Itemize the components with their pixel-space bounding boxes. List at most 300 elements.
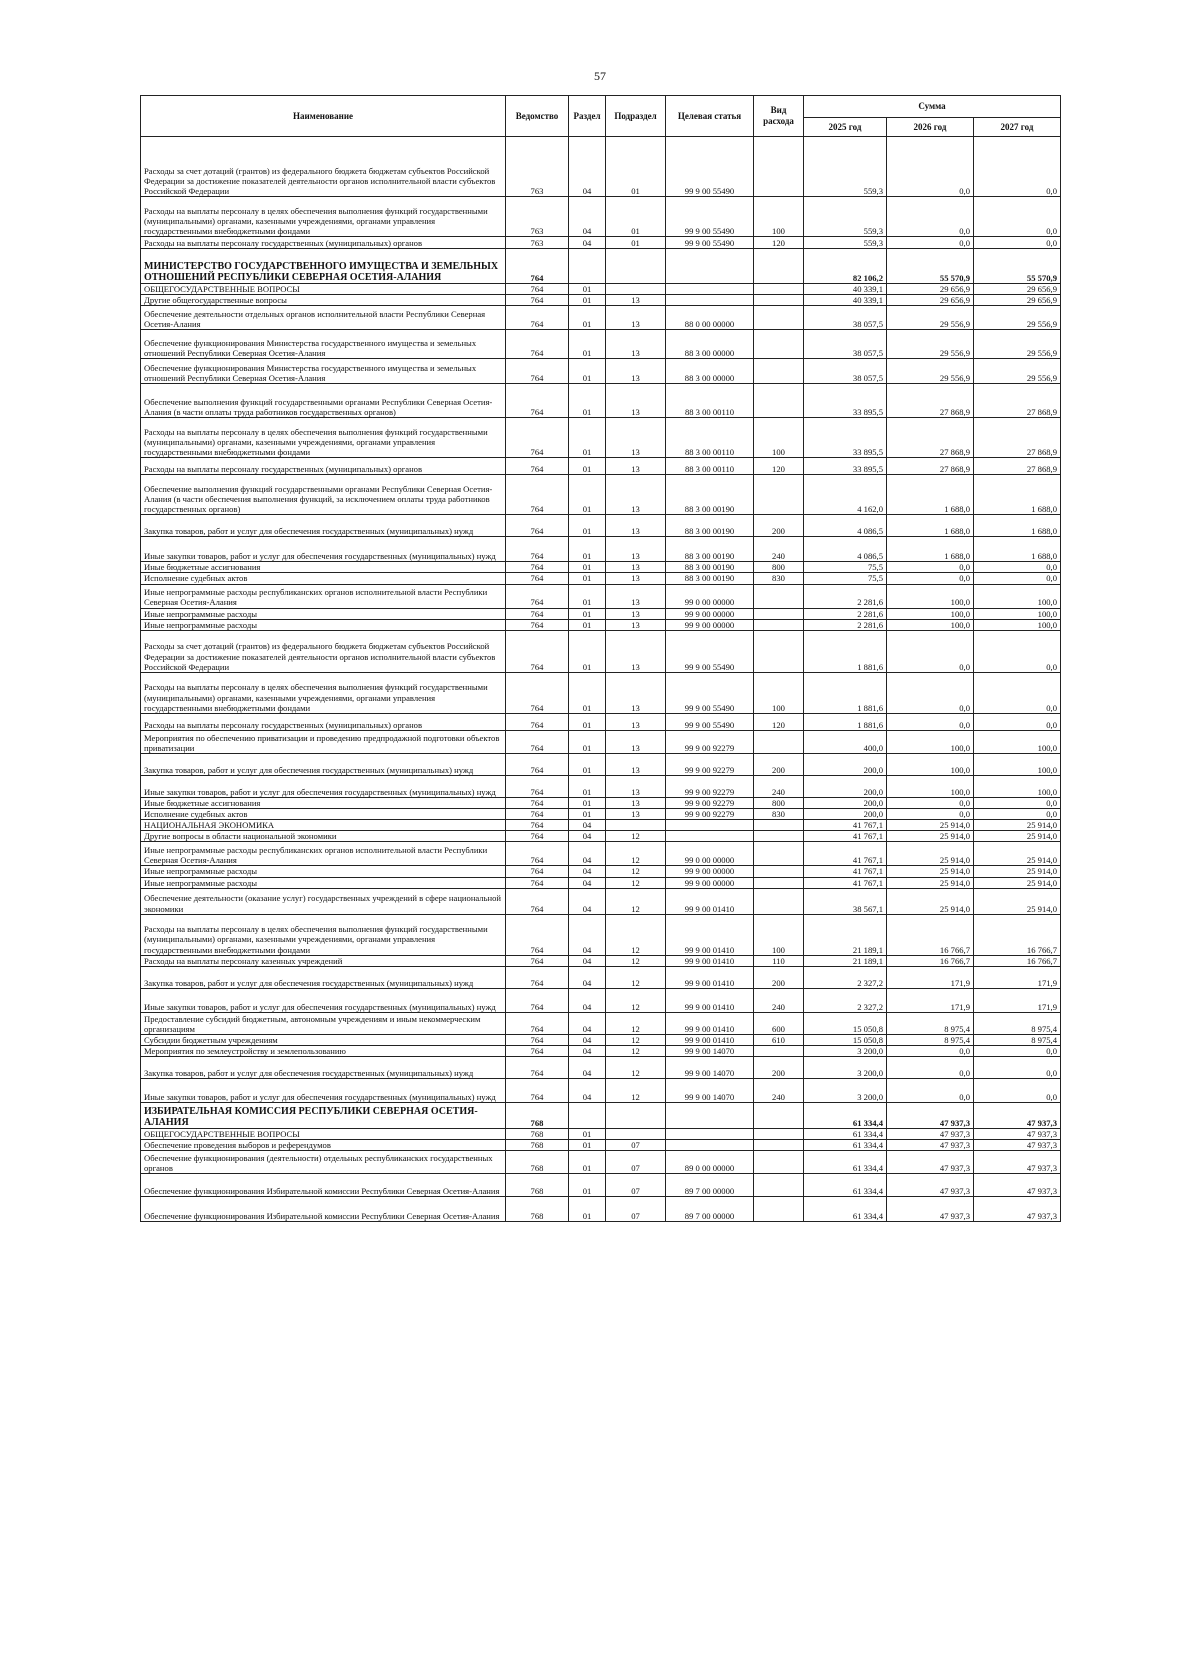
cell-name: Расходы на выплаты персоналу в целях обеспечения выполнения функций государственными (муниципальными) органами, казенными учреждениями, органами управления государственными внебюджетными фондами — [141, 197, 506, 237]
cell-dept: 764 — [506, 1079, 569, 1103]
cell-vid: 800 — [754, 797, 804, 808]
table-row — [141, 1034, 1061, 1045]
cell-dept: 764 — [506, 831, 569, 842]
cell-dept: 764 — [506, 955, 569, 966]
cell-name: Расходы на выплаты персоналу в целях обеспечения выполнения функций государственными (муниципальными) органами, казенными учреждениями, органами управления государственными внебюджетными фондами — [141, 914, 506, 955]
cell-y2: 0,0 — [887, 197, 974, 237]
cell-y3: 0,0 — [974, 672, 1061, 713]
cell-sec — [569, 1103, 606, 1129]
cell-y1: 40 339,1 — [804, 284, 887, 295]
cell-name: Закупка товаров, работ и услуг для обеспечения государственных (муниципальных) нужд — [141, 515, 506, 537]
cell-dept: 764 — [506, 866, 569, 877]
cell-y1: 41 767,1 — [804, 842, 887, 866]
cell-y2: 8 975,4 — [887, 1012, 974, 1034]
cell-vid: 240 — [754, 537, 804, 562]
table-row — [141, 475, 1061, 515]
cell-y1: 3 200,0 — [804, 1079, 887, 1103]
cell-sub: 13 — [606, 775, 666, 797]
cell-vid: 240 — [754, 1079, 804, 1103]
cell-vid — [754, 877, 804, 888]
table-row — [141, 775, 1061, 797]
cell-name: Мероприятия по обеспечению приватизации и проведению предпродажной подготовки объектов приватизации — [141, 730, 506, 753]
cell-y1: 1 881,6 — [804, 630, 887, 672]
cell-target — [666, 295, 754, 306]
cell-target: 99 9 00 55490 — [666, 237, 754, 249]
cell-vid — [754, 1174, 804, 1197]
cell-sec: 04 — [569, 1057, 606, 1079]
table-row — [141, 797, 1061, 808]
header-dept: Ведомство — [506, 96, 569, 137]
cell-target: 88 3 00 00190 — [666, 515, 754, 537]
cell-dept: 764 — [506, 730, 569, 753]
cell-dept: 768 — [506, 1103, 569, 1129]
cell-name: Обеспечение выполнения функций государственными органами Республики Северная Осетия-Алания (в части обеспечения выполнения функций, за исключением оплаты труда работников государственных органов) — [141, 475, 506, 515]
cell-sec: 01 — [569, 515, 606, 537]
cell-dept: 763 — [506, 137, 569, 197]
table-row — [141, 808, 1061, 819]
cell-dept: 768 — [506, 1197, 569, 1222]
cell-name: Предоставление субсидий бюджетным, автономным учреждениям и иным некоммерческим организациям — [141, 1012, 506, 1034]
cell-y1: 38 057,5 — [804, 306, 887, 330]
cell-sec: 01 — [569, 730, 606, 753]
cell-y1: 21 189,1 — [804, 955, 887, 966]
cell-dept: 764 — [506, 295, 569, 306]
cell-name: Обеспечение деятельности отдельных органов исполнительной власти Республики Северная Осетия-Алания — [141, 306, 506, 330]
cell-sub: 12 — [606, 1045, 666, 1056]
cell-sub: 01 — [606, 137, 666, 197]
cell-y1: 41 767,1 — [804, 820, 887, 831]
cell-sec: 01 — [569, 1140, 606, 1151]
cell-sub: 13 — [606, 458, 666, 475]
cell-sub — [606, 820, 666, 831]
cell-target: 99 9 00 55490 — [666, 713, 754, 730]
cell-dept: 764 — [506, 359, 569, 384]
cell-name: МИНИСТЕРСТВО ГОСУДАРСТВЕННОГО ИМУЩЕСТВА И ЗЕМЕЛЬНЫХ ОТНОШЕНИЙ РЕСПУБЛИКИ СЕВЕРНАЯ ОСЕТИЯ-АЛАНИЯ — [141, 249, 506, 284]
cell-dept: 764 — [506, 1045, 569, 1056]
cell-sec: 04 — [569, 877, 606, 888]
cell-vid: 200 — [754, 966, 804, 988]
cell-name: Расходы за счет дотаций (грантов) из федерального бюджета бюджетам субъектов Российской Федерации за достижение показателей деятельности органов исполнительной власти субъектов Российской Федерации — [141, 630, 506, 672]
cell-y3: 29 556,9 — [974, 330, 1061, 359]
cell-sec: 01 — [569, 775, 606, 797]
cell-dept: 764 — [506, 808, 569, 819]
cell-y2: 171,9 — [887, 966, 974, 988]
cell-name: Иные закупки товаров, работ и услуг для обеспечения государственных (муниципальных) нужд — [141, 988, 506, 1012]
header-name: Наименование — [141, 96, 506, 137]
cell-sub: 13 — [606, 295, 666, 306]
cell-target: 99 9 00 00000 — [666, 619, 754, 630]
table-row — [141, 914, 1061, 955]
cell-y1: 2 281,6 — [804, 584, 887, 608]
table-row — [141, 753, 1061, 775]
cell-name: ИЗБИРАТЕЛЬНАЯ КОМИССИЯ РЕСПУБЛИКИ СЕВЕРНАЯ ОСЕТИЯ-АЛАНИЯ — [141, 1103, 506, 1129]
cell-sub: 13 — [606, 515, 666, 537]
cell-sec: 01 — [569, 630, 606, 672]
cell-y3: 8 975,4 — [974, 1034, 1061, 1045]
cell-y3: 8 975,4 — [974, 1012, 1061, 1034]
cell-y1: 82 106,2 — [804, 249, 887, 284]
cell-target: 99 0 00 00000 — [666, 842, 754, 866]
cell-y3: 0,0 — [974, 808, 1061, 819]
cell-y3: 29 556,9 — [974, 359, 1061, 384]
cell-target: 88 0 00 00000 — [666, 306, 754, 330]
cell-target: 99 9 00 14070 — [666, 1045, 754, 1056]
cell-vid — [754, 330, 804, 359]
cell-vid: 240 — [754, 988, 804, 1012]
cell-y2: 100,0 — [887, 608, 974, 619]
cell-vid — [754, 1103, 804, 1129]
cell-y3: 47 937,3 — [974, 1140, 1061, 1151]
cell-target: 99 9 00 00000 — [666, 866, 754, 877]
cell-y3: 1 688,0 — [974, 515, 1061, 537]
cell-sub: 13 — [606, 630, 666, 672]
cell-y3: 0,0 — [974, 1045, 1061, 1056]
cell-dept: 764 — [506, 753, 569, 775]
cell-vid — [754, 608, 804, 619]
cell-dept: 764 — [506, 608, 569, 619]
table-row — [141, 672, 1061, 713]
cell-name: Иные закупки товаров, работ и услуг для обеспечения государственных (муниципальных) нужд — [141, 775, 506, 797]
table-row — [141, 1151, 1061, 1174]
cell-dept: 768 — [506, 1129, 569, 1140]
cell-y3: 100,0 — [974, 608, 1061, 619]
cell-y1: 1 881,6 — [804, 713, 887, 730]
table-row — [141, 831, 1061, 842]
cell-y3: 100,0 — [974, 753, 1061, 775]
cell-vid — [754, 384, 804, 418]
table-row — [141, 608, 1061, 619]
cell-y1: 559,3 — [804, 237, 887, 249]
cell-y1: 559,3 — [804, 137, 887, 197]
cell-dept: 764 — [506, 914, 569, 955]
table-body — [141, 137, 1061, 1222]
cell-dept: 763 — [506, 197, 569, 237]
cell-y2: 25 914,0 — [887, 842, 974, 866]
cell-y3: 100,0 — [974, 730, 1061, 753]
cell-y3: 171,9 — [974, 988, 1061, 1012]
cell-y3: 0,0 — [974, 137, 1061, 197]
cell-y2: 0,0 — [887, 1057, 974, 1079]
header-y2027: 2027 год — [974, 118, 1061, 137]
cell-y2: 0,0 — [887, 797, 974, 808]
cell-vid: 830 — [754, 573, 804, 584]
cell-vid — [754, 584, 804, 608]
table-row — [141, 249, 1061, 284]
cell-sub: 12 — [606, 888, 666, 914]
cell-sec: 01 — [569, 753, 606, 775]
cell-target: 99 9 00 01410 — [666, 1012, 754, 1034]
cell-y2: 0,0 — [887, 1079, 974, 1103]
cell-vid: 800 — [754, 562, 804, 573]
cell-sec: 01 — [569, 584, 606, 608]
cell-y3: 25 914,0 — [974, 820, 1061, 831]
cell-dept: 768 — [506, 1174, 569, 1197]
cell-y2: 0,0 — [887, 1045, 974, 1056]
cell-sec: 01 — [569, 713, 606, 730]
cell-y1: 41 767,1 — [804, 831, 887, 842]
cell-y2: 25 914,0 — [887, 820, 974, 831]
cell-name: ОБЩЕГОСУДАРСТВЕННЫЕ ВОПРОСЫ — [141, 284, 506, 295]
table-row — [141, 562, 1061, 573]
cell-name: НАЦИОНАЛЬНАЯ ЭКОНОМИКА — [141, 820, 506, 831]
cell-sub: 13 — [606, 797, 666, 808]
cell-name: Закупка товаров, работ и услуг для обеспечения государственных (муниципальных) нужд — [141, 1057, 506, 1079]
cell-vid — [754, 1151, 804, 1174]
cell-vid: 120 — [754, 458, 804, 475]
cell-y1: 33 895,5 — [804, 418, 887, 458]
cell-sec: 01 — [569, 1174, 606, 1197]
cell-y2: 100,0 — [887, 730, 974, 753]
cell-y1: 15 050,8 — [804, 1012, 887, 1034]
cell-y2: 25 914,0 — [887, 831, 974, 842]
cell-vid — [754, 1140, 804, 1151]
cell-y2: 100,0 — [887, 584, 974, 608]
cell-sub: 12 — [606, 1079, 666, 1103]
cell-dept: 768 — [506, 1151, 569, 1174]
cell-sub: 13 — [606, 713, 666, 730]
cell-sec: 01 — [569, 537, 606, 562]
cell-sub: 13 — [606, 619, 666, 630]
cell-y2: 8 975,4 — [887, 1034, 974, 1045]
cell-y1: 38 057,5 — [804, 359, 887, 384]
cell-dept: 764 — [506, 877, 569, 888]
page-number: 57 — [594, 69, 606, 83]
cell-y1: 75,5 — [804, 573, 887, 584]
cell-sec: 01 — [569, 306, 606, 330]
cell-target: 99 9 00 55490 — [666, 137, 754, 197]
cell-sec: 04 — [569, 966, 606, 988]
cell-sub: 13 — [606, 475, 666, 515]
cell-sub: 12 — [606, 842, 666, 866]
cell-dept: 764 — [506, 249, 569, 284]
cell-name: Иные непрограммные расходы республиканских органов исполнительной власти Республики Северная Осетия-Алания — [141, 584, 506, 608]
header-target: Целевая статья — [666, 96, 754, 137]
cell-target: 89 7 00 00000 — [666, 1174, 754, 1197]
cell-dept: 764 — [506, 418, 569, 458]
cell-y1: 15 050,8 — [804, 1034, 887, 1045]
cell-y3: 0,0 — [974, 630, 1061, 672]
cell-sub: 12 — [606, 966, 666, 988]
cell-vid: 100 — [754, 914, 804, 955]
cell-y2: 0,0 — [887, 808, 974, 819]
cell-name: Расходы на выплаты персоналу государственных (муниципальных) органов — [141, 237, 506, 249]
cell-y1: 2 327,2 — [804, 966, 887, 988]
cell-y2: 1 688,0 — [887, 537, 974, 562]
cell-target: 99 0 00 00000 — [666, 584, 754, 608]
cell-sec: 01 — [569, 359, 606, 384]
cell-y1: 3 200,0 — [804, 1045, 887, 1056]
cell-y3: 100,0 — [974, 775, 1061, 797]
cell-y3: 0,0 — [974, 562, 1061, 573]
cell-target: 89 7 00 00000 — [666, 1197, 754, 1222]
cell-sub: 12 — [606, 831, 666, 842]
cell-dept: 764 — [506, 584, 569, 608]
cell-name: Обеспечение функционирования Избирательной комиссии Республики Северная Осетия-Алания — [141, 1174, 506, 1197]
table-row — [141, 888, 1061, 914]
cell-sub: 13 — [606, 608, 666, 619]
cell-vid — [754, 306, 804, 330]
cell-y2: 0,0 — [887, 573, 974, 584]
cell-y3: 25 914,0 — [974, 831, 1061, 842]
table-row — [141, 1045, 1061, 1056]
cell-name: Иные бюджетные ассигнования — [141, 562, 506, 573]
cell-sec: 04 — [569, 914, 606, 955]
cell-y1: 61 334,4 — [804, 1197, 887, 1222]
cell-sec: 01 — [569, 1129, 606, 1140]
cell-vid — [754, 137, 804, 197]
cell-y1: 4 162,0 — [804, 475, 887, 515]
cell-target: 99 9 00 01410 — [666, 888, 754, 914]
cell-target: 99 9 00 00000 — [666, 608, 754, 619]
cell-sec: 04 — [569, 820, 606, 831]
cell-target: 88 3 00 00190 — [666, 562, 754, 573]
cell-sub: 13 — [606, 330, 666, 359]
cell-y2: 0,0 — [887, 630, 974, 672]
cell-dept: 764 — [506, 619, 569, 630]
cell-y2: 100,0 — [887, 753, 974, 775]
table-row — [141, 573, 1061, 584]
cell-vid: 120 — [754, 237, 804, 249]
cell-y3: 16 766,7 — [974, 955, 1061, 966]
cell-y2: 16 766,7 — [887, 955, 974, 966]
cell-target: 88 3 00 00110 — [666, 418, 754, 458]
cell-name: Иные непрограммные расходы — [141, 608, 506, 619]
cell-dept: 764 — [506, 988, 569, 1012]
cell-vid: 200 — [754, 1057, 804, 1079]
cell-sec: 01 — [569, 797, 606, 808]
cell-y3: 1 688,0 — [974, 475, 1061, 515]
cell-name: Обеспечение функционирования (деятельности) отдельных республиканских государственных органов — [141, 1151, 506, 1174]
cell-vid: 600 — [754, 1012, 804, 1034]
table-row — [141, 1197, 1061, 1222]
cell-sub: 13 — [606, 808, 666, 819]
header-sum: Сумма — [804, 96, 1061, 118]
cell-vid: 100 — [754, 197, 804, 237]
cell-y2: 0,0 — [887, 237, 974, 249]
table-row — [141, 955, 1061, 966]
cell-name: Обеспечение выполнения функций государственными органами Республики Северная Осетия-Алания (в части оплаты труда работников государственных органов) — [141, 384, 506, 418]
cell-y1: 75,5 — [804, 562, 887, 573]
cell-y3: 55 570,9 — [974, 249, 1061, 284]
cell-dept: 764 — [506, 384, 569, 418]
cell-sec: 04 — [569, 237, 606, 249]
cell-sub: 13 — [606, 384, 666, 418]
cell-name: Закупка товаров, работ и услуг для обеспечения государственных (муниципальных) нужд — [141, 753, 506, 775]
cell-sec: 01 — [569, 295, 606, 306]
cell-sec: 04 — [569, 1012, 606, 1034]
cell-sub — [606, 1103, 666, 1129]
cell-sec: 04 — [569, 137, 606, 197]
cell-target — [666, 831, 754, 842]
table-row — [141, 306, 1061, 330]
cell-name: Иные закупки товаров, работ и услуг для обеспечения государственных (муниципальных) нужд — [141, 537, 506, 562]
cell-sub: 12 — [606, 988, 666, 1012]
table-row — [141, 197, 1061, 237]
cell-y3: 0,0 — [974, 1079, 1061, 1103]
cell-y2: 55 570,9 — [887, 249, 974, 284]
cell-dept: 764 — [506, 306, 569, 330]
cell-sec: 01 — [569, 672, 606, 713]
cell-dept: 764 — [506, 672, 569, 713]
cell-y1: 2 327,2 — [804, 988, 887, 1012]
cell-name: Исполнение судебных актов — [141, 808, 506, 819]
cell-y2: 29 656,9 — [887, 284, 974, 295]
cell-y1: 3 200,0 — [804, 1057, 887, 1079]
cell-y2: 1 688,0 — [887, 475, 974, 515]
cell-dept: 764 — [506, 284, 569, 295]
cell-name: Расходы на выплаты персоналу государственных (муниципальных) органов — [141, 458, 506, 475]
cell-sec: 04 — [569, 1079, 606, 1103]
cell-vid — [754, 359, 804, 384]
cell-name: Расходы на выплаты персоналу казенных учреждений — [141, 955, 506, 966]
cell-vid — [754, 475, 804, 515]
cell-sub — [606, 1129, 666, 1140]
cell-sec: 04 — [569, 831, 606, 842]
cell-y3: 47 937,3 — [974, 1103, 1061, 1129]
header-subsection: Подраздел — [606, 96, 666, 137]
cell-name: Исполнение судебных актов — [141, 573, 506, 584]
cell-vid: 200 — [754, 515, 804, 537]
cell-vid — [754, 730, 804, 753]
cell-y3: 25 914,0 — [974, 842, 1061, 866]
cell-vid — [754, 249, 804, 284]
cell-sec: 01 — [569, 573, 606, 584]
cell-target: 99 9 00 92279 — [666, 753, 754, 775]
cell-y3: 47 937,3 — [974, 1151, 1061, 1174]
cell-target: 99 9 00 55490 — [666, 197, 754, 237]
cell-sec: 01 — [569, 458, 606, 475]
table-row — [141, 237, 1061, 249]
table-row — [141, 1140, 1061, 1151]
cell-y1: 61 334,4 — [804, 1129, 887, 1140]
table-row — [141, 284, 1061, 295]
cell-y3: 29 556,9 — [974, 306, 1061, 330]
cell-target — [666, 249, 754, 284]
cell-sub — [606, 249, 666, 284]
cell-vid — [754, 1129, 804, 1140]
cell-name: Иные непрограммные расходы республиканских органов исполнительной власти Республики Северная Осетия-Алания — [141, 842, 506, 866]
cell-vid — [754, 820, 804, 831]
cell-target: 99 9 00 92279 — [666, 797, 754, 808]
cell-name: ОБЩЕГОСУДАРСТВЕННЫЕ ВОПРОСЫ — [141, 1129, 506, 1140]
cell-sub: 01 — [606, 197, 666, 237]
cell-y2: 47 937,3 — [887, 1174, 974, 1197]
cell-target — [666, 1140, 754, 1151]
table-row — [141, 820, 1061, 831]
cell-y2: 100,0 — [887, 619, 974, 630]
cell-y1: 559,3 — [804, 197, 887, 237]
cell-name: Расходы за счет дотаций (грантов) из федерального бюджета бюджетам субъектов Российской Федерации за достижение показателей деятельности органов исполнительной власти субъектов Российской Федерации — [141, 137, 506, 197]
cell-sub: 13 — [606, 584, 666, 608]
cell-dept: 764 — [506, 797, 569, 808]
cell-sub: 12 — [606, 914, 666, 955]
cell-sec: 04 — [569, 866, 606, 877]
header-section: Раздел — [569, 96, 606, 137]
cell-target — [666, 284, 754, 295]
cell-name: Расходы на выплаты персоналу в целях обеспечения выполнения функций государственными (муниципальными) органами, казенными учреждениями, органами управления государственными внебюджетными фондами — [141, 672, 506, 713]
cell-vid: 830 — [754, 808, 804, 819]
cell-vid: 100 — [754, 418, 804, 458]
table-row — [141, 359, 1061, 384]
cell-y3: 16 766,7 — [974, 914, 1061, 955]
cell-dept: 764 — [506, 1012, 569, 1034]
cell-vid: 120 — [754, 713, 804, 730]
cell-y1: 21 189,1 — [804, 914, 887, 955]
table-row — [141, 458, 1061, 475]
cell-dept: 764 — [506, 537, 569, 562]
cell-dept: 764 — [506, 713, 569, 730]
cell-sub: 12 — [606, 866, 666, 877]
